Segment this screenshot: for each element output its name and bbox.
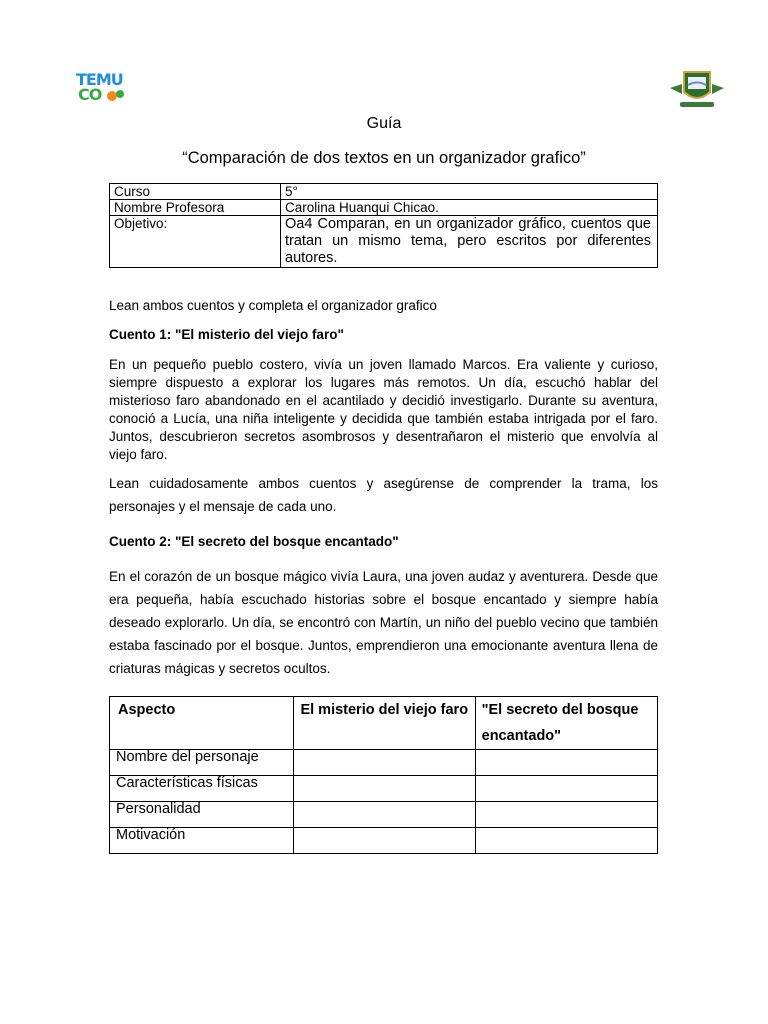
reading-note: Lean cuidadosamente ambos cuentos y asegúrense de comprender la trama, los personajes y el mensaje de cada uno. [109,476,658,514]
table-row [110,828,658,854]
answer-cell[interactable] [294,776,475,802]
table-row [110,750,658,776]
page-subtitle: “Comparación de dos textos en un organizador grafico” [182,149,586,167]
story2-text: En el corazón de un bosque mágico vivía Laura, una joven audaz y aventurera. Desde que era pequeña, había escuchado historias sobre el bosque encantado y siempre había deseado explorarlo. Un día, se encontró con Martín, un niño del pueblo vecino que también estaba fascinado por el bosque. Juntos, emprendieron una emocionante aventura llena de criaturas mágicas y secretos ocultos. [109,569,658,676]
table-row [110,776,658,802]
table-row [110,802,658,828]
answer-cell[interactable] [294,828,475,854]
info-label: Nombre Profesora [110,200,281,216]
aspect-cell: Personalidad [110,802,294,828]
info-label: Curso [110,184,281,200]
table-row [110,216,658,268]
table-row [110,184,658,200]
column-header: "El secreto del bosque encantado" [475,697,657,750]
comparison-table [109,696,658,854]
info-label: Objetivo: [110,216,281,268]
column-header: Aspecto [110,697,294,750]
info-value: 5° [281,184,658,200]
answer-cell[interactable] [294,802,475,828]
instructions: Lean ambos cuentos y completa el organizador grafico [109,298,437,313]
aspect-cell: Nombre del personaje [110,750,294,776]
story1-text: En un pequeño pueblo costero, vivía un joven llamado Marcos. Era valiente y curioso, siempre dispuesto a explorar los lugares más remotos. Un día, escuchó hablar del misterioso faro abandonado en el acantilado y decidió investigarlo. Durante su aventura, conoció a Lucía, una niña inteligente y decidida que también estaba intrigada por el faro. Juntos, descubrieron secretos asombrosos y desentrañaron el misterio que envolvía al viejo faro. [109,357,658,462]
table-header-row [110,697,658,750]
logo-text-line1: TEMU [76,70,123,89]
logo-decoration-icon [106,86,126,106]
info-value: Carolina Huanqui Chicao. [281,200,658,216]
table-row [110,200,658,216]
temuco-logo [76,72,126,106]
aspect-cell: Motivación [110,828,294,854]
page-title: Guía [366,115,402,132]
answer-cell[interactable] [475,802,657,828]
school-crest-icon [668,66,726,110]
info-value: Oa4 Comparan, en un organizador gráfico, cuentos que tratan un mismo tema, pero escritos por diferentes autores. [281,216,658,268]
story2-title: Cuento 2: "El secreto del bosque encantado" [109,534,399,549]
aspect-cell: Características físicas [110,776,294,802]
answer-cell[interactable] [294,750,475,776]
story1-title: Cuento 1: "El misterio del viejo faro" [109,327,344,342]
answer-cell[interactable] [475,776,657,802]
column-header: El misterio del viejo faro [294,697,475,750]
logo-text-line2: CO [78,85,102,104]
answer-cell[interactable] [475,750,657,776]
answer-cell[interactable] [475,828,657,854]
info-table [109,183,658,268]
